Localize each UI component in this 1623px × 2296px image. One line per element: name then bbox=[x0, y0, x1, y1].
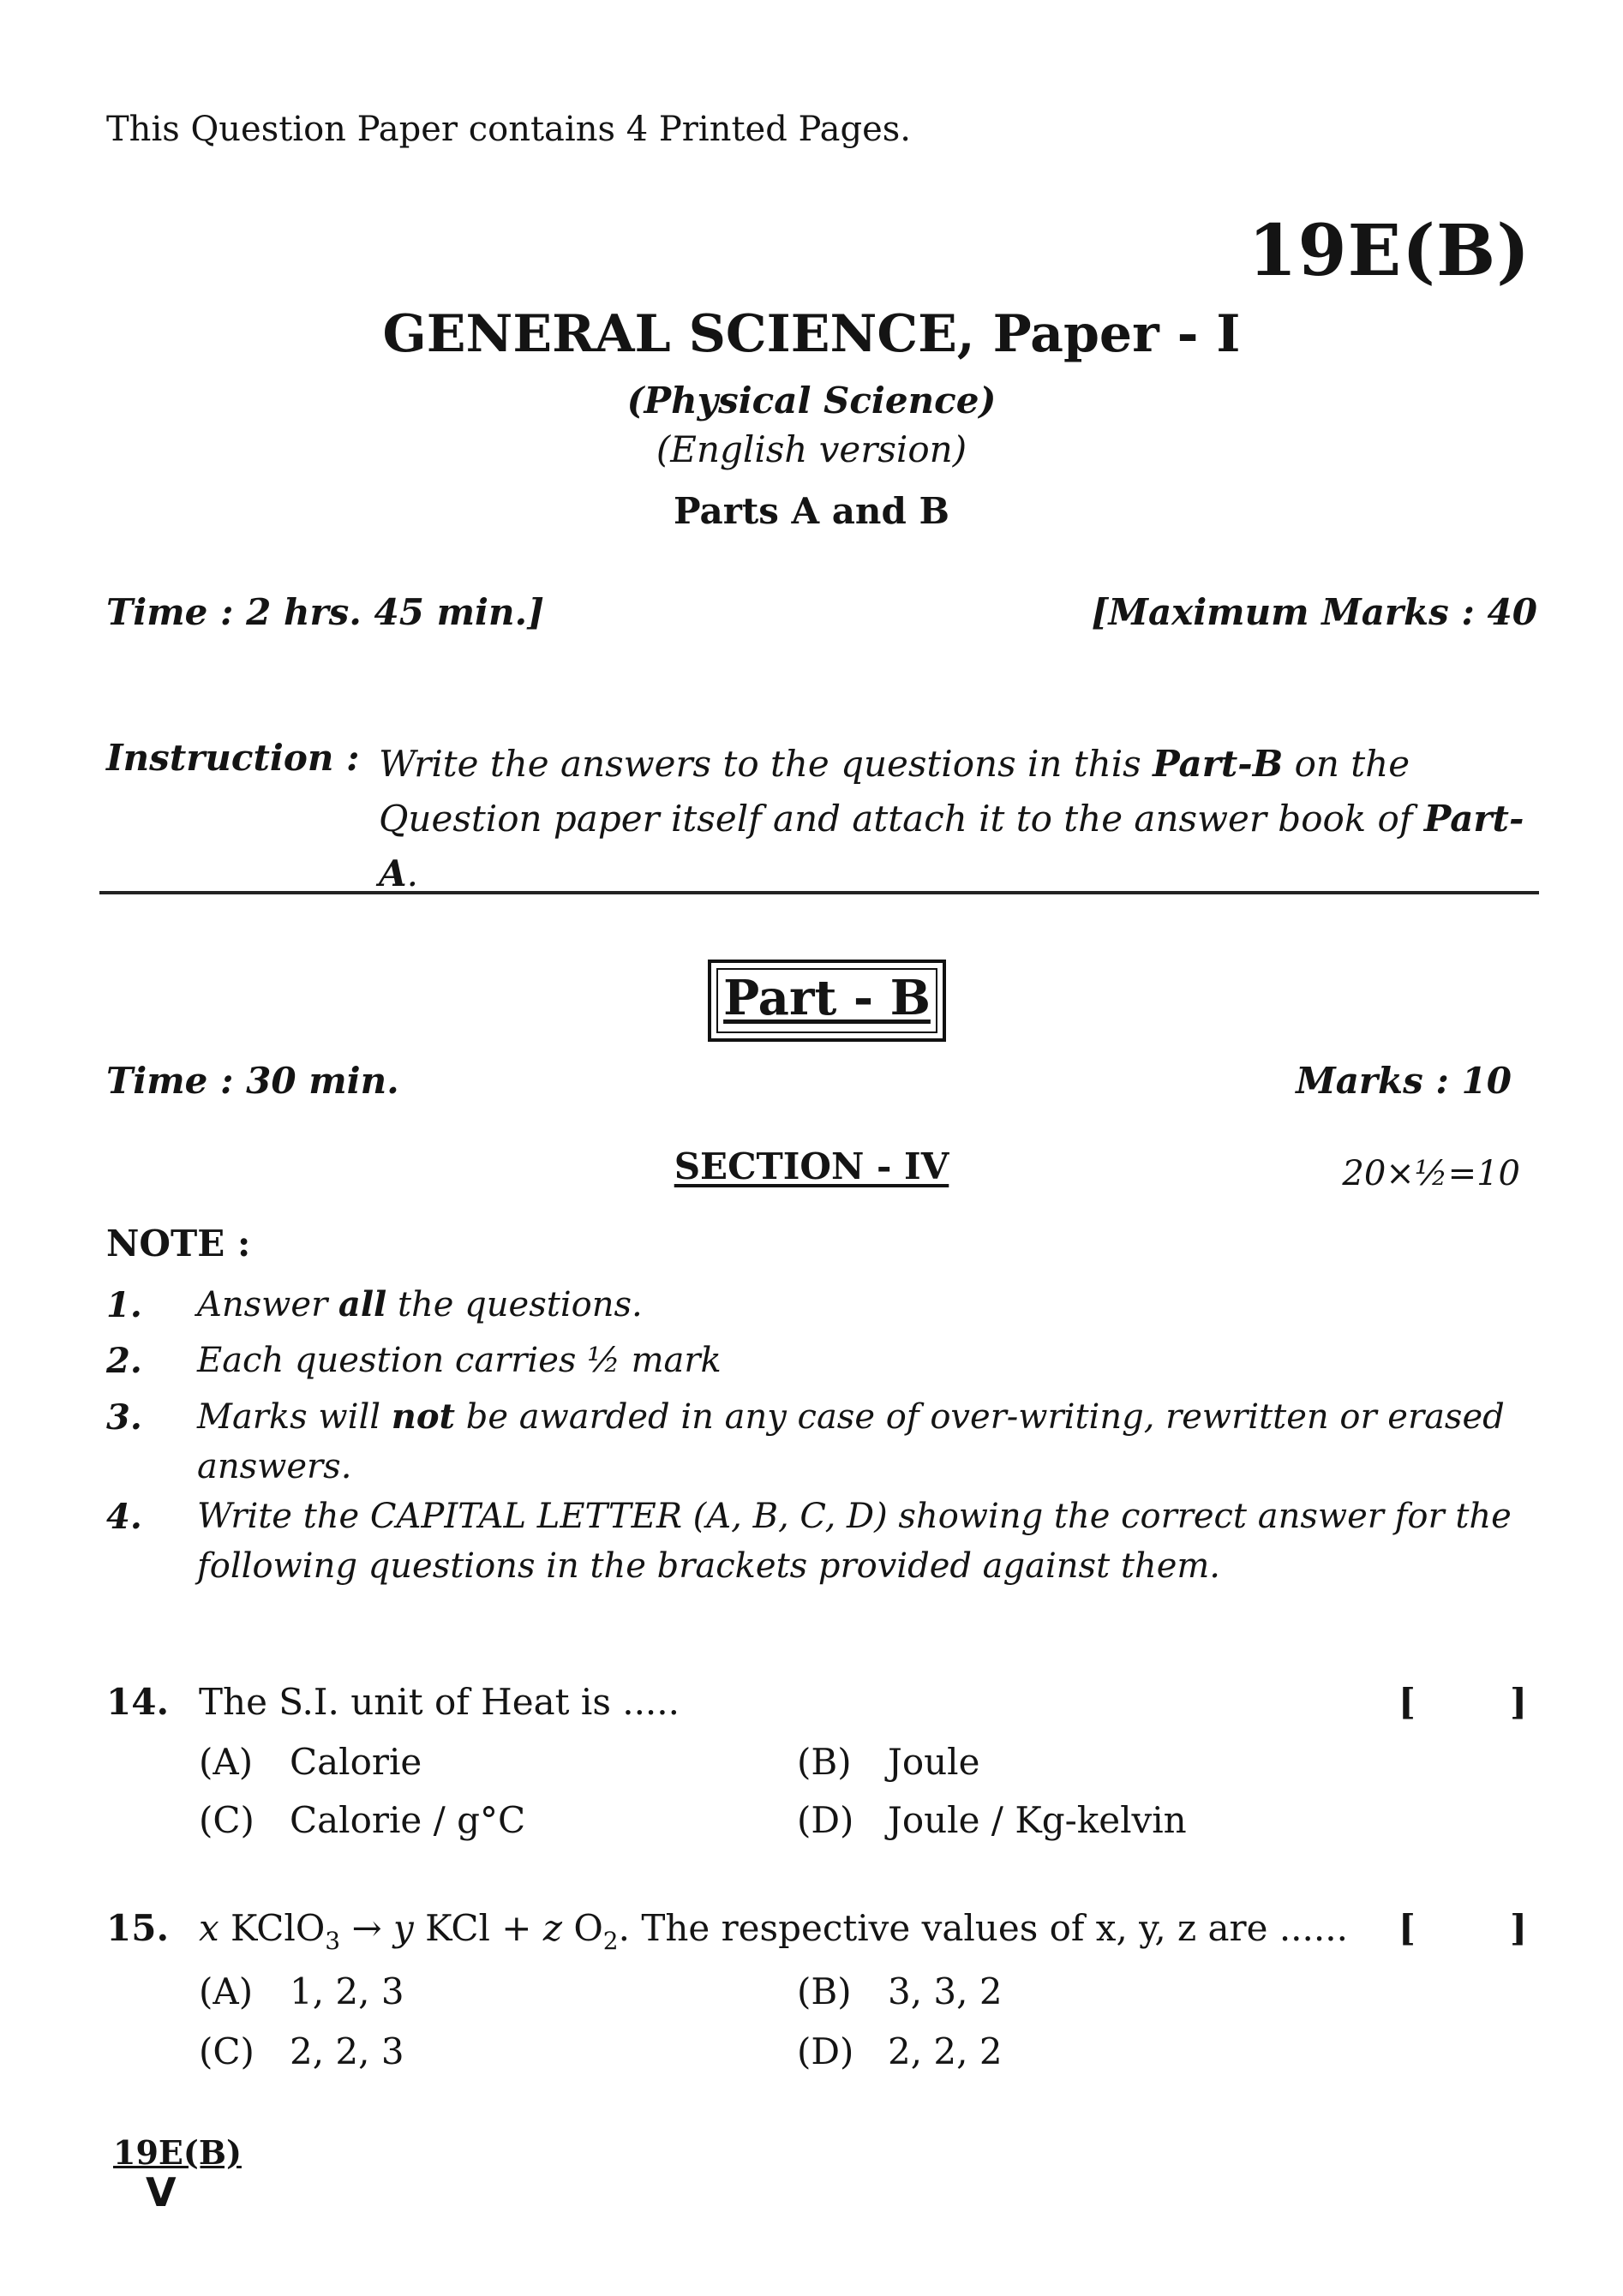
question-text: x KClO$_3$ → y KCl + z $O_2$. The respective values of x, y, z are ...... bbox=[199, 1907, 1348, 1955]
paper-title: GENERAL SCIENCE, Paper - I bbox=[382, 304, 1241, 364]
bracket-open: [ bbox=[1398, 1907, 1416, 1949]
instruction-label: Instruction : bbox=[106, 737, 360, 779]
note-heading: NOTE : bbox=[106, 1223, 251, 1265]
part-b-heading: Part - B bbox=[723, 970, 931, 1026]
part-b-heading-box bbox=[708, 960, 946, 1042]
instruction-text: Write the answers to the questions in this Part-B on the Question paper itself and attach it to the answer book of Part-A. bbox=[379, 743, 1524, 894]
total-time: Time : 2 hrs. 45 min.] bbox=[106, 591, 545, 633]
option-d: (D) 2, 2, 2 bbox=[797, 2030, 1003, 2072]
question-text: The S.I. unit of Heat is ..... bbox=[199, 1681, 680, 1723]
option-c: (C) 2, 2, 3 bbox=[199, 2030, 404, 2072]
option-a: (A) Calorie bbox=[199, 1741, 422, 1783]
option-c: (C) Calorie / g°C bbox=[199, 1799, 526, 1841]
note-item: Each question carries ½ mark bbox=[197, 1341, 722, 1380]
section-divider bbox=[99, 891, 1539, 894]
note-item: Write the CAPITAL LETTER (A, B, C, D) showing the correct answer for the following questions in the brackets provided against them. bbox=[197, 1497, 1512, 1586]
note-number: 2. bbox=[106, 1341, 142, 1381]
bracket-close: ] bbox=[1510, 1681, 1527, 1723]
section-heading: SECTION - IV bbox=[674, 1145, 949, 1187]
maximum-marks: [Maximum Marks : 40 bbox=[1091, 591, 1537, 633]
option-d: (D) Joule / Kg-kelvin bbox=[797, 1799, 1187, 1841]
paper-code: 19E(B) bbox=[1248, 210, 1530, 292]
bracket-close: ] bbox=[1510, 1907, 1527, 1949]
note-item: Marks will not be awarded in any case of over-writing, rewritten or erased answers. bbox=[197, 1396, 1505, 1486]
option-b: (B) Joule bbox=[797, 1741, 980, 1783]
footer-paper-code: 19E(B) bbox=[113, 2133, 242, 2172]
note-number: 4. bbox=[106, 1497, 142, 1537]
question-number: 14. bbox=[106, 1681, 170, 1723]
marks-formula: 20×½=10 bbox=[1342, 1154, 1520, 1193]
paper-subject: (Physical Science) bbox=[626, 380, 997, 422]
option-a: (A) 1, 2, 3 bbox=[199, 1970, 404, 2012]
question-number: 15. bbox=[106, 1907, 170, 1949]
bracket-open: [ bbox=[1398, 1681, 1416, 1723]
note-number: 1. bbox=[106, 1285, 142, 1325]
note-number: 3. bbox=[106, 1397, 142, 1438]
answer-bracket[interactable] bbox=[1398, 1907, 1527, 1949]
paper-version: (English version) bbox=[656, 428, 967, 470]
paper-parts: Parts A and B bbox=[674, 490, 949, 532]
footer-mark: V bbox=[146, 2169, 177, 2215]
part-b-time: Time : 30 min. bbox=[106, 1060, 399, 1102]
note-item: Answer all the questions. bbox=[197, 1284, 643, 1324]
pages-note: This Question Paper contains 4 Printed Pages. bbox=[106, 110, 912, 149]
option-b: (B) 3, 3, 2 bbox=[797, 1970, 1003, 2012]
part-b-marks: Marks : 10 bbox=[1296, 1060, 1512, 1102]
answer-bracket[interactable] bbox=[1398, 1681, 1527, 1723]
